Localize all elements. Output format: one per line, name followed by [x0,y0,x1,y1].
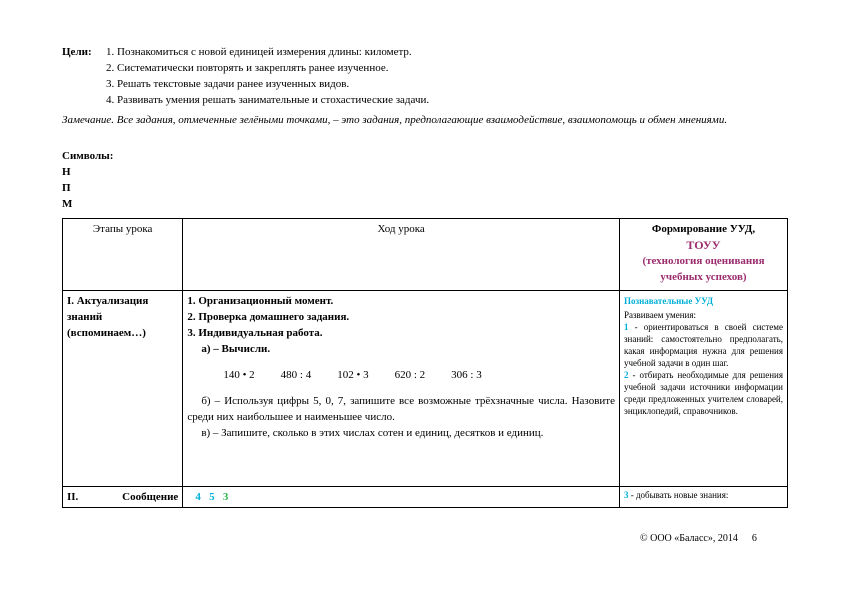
expressions-row [187,367,615,383]
uud-text: - ориентироваться в своей системе знаний: самостоятельно предполагать, какая информация нужна для решения учебной задачи в один шаг. [623,322,783,368]
stage-cell [63,487,183,508]
copyright: © ООО «Баласс», 2014 [640,533,738,544]
symbol-item: Н [62,166,71,178]
step-item: 2. Проверка домашнего задания. [187,311,350,323]
symbols-block [62,148,113,212]
stage-cell: I. Актуализация знаний (вспоминаем…) [63,291,183,487]
uud-item [624,489,783,501]
header-touu: ТОУУ [686,238,721,252]
header-uud: Формирование УУД, [651,223,756,235]
uud-intro: Развиваем умения: [623,310,696,320]
symbol-item: П [62,182,71,194]
uud-cell [619,487,787,508]
goal-item: 3. Решать текстовые задачи ранее изученных видов. [106,78,350,90]
uud-title: Познавательные УУД [623,296,714,306]
task-a: а) – Вычисли. [201,343,271,355]
uud-item [624,369,783,417]
header-course: Ход урока [183,219,620,291]
mark-4: 4 [195,491,201,503]
uud-cell [619,291,787,487]
page-number: 6 [751,533,757,544]
page-footer [640,533,757,544]
course-cell [183,487,620,508]
uud-number: 1 [623,322,629,332]
task-b: б) – Используя цифры 5, 0, 7, запишите все возможные трёхзначные числа. Назовите среди них наибольшее и наименьшее число. [187,395,615,423]
mark-5: 5 [209,491,215,503]
course-cell [183,291,620,487]
expression: 620 : 2 [394,369,426,381]
goal-item: 2. Систематически повторять и закреплять ранее изученное. [106,62,389,74]
goals-block [62,44,782,108]
uud-item [624,321,783,369]
expression: 102 • 3 [337,369,369,381]
goals-label: Цели: [62,46,92,58]
table-row [63,291,788,487]
uud-number: 3 [623,490,629,500]
lesson-table [62,218,788,508]
goal-item: 1. Познакомиться с новой единицей измерения длины: километр. [106,46,412,58]
stage-word: Сообщение [122,491,179,503]
step-item: 1. Организационный момент. [187,295,334,307]
uud-text: - отбирать необходимые для решения учебной задачи источники информации среди предложенных учителем словарей, энциклопедий, справочников. [623,370,783,416]
goal-item: 4. Развивать умения решать занимательные и стохастические задачи. [106,94,430,106]
stage-number: II. [67,491,79,503]
mark-3: 3 [222,491,229,503]
symbols-label: Символы: [62,150,114,162]
header-stages: Этапы урока [63,219,183,291]
header-uud-cell [619,219,787,291]
symbol-item: М [62,198,73,210]
expression: 306 : 3 [451,369,482,381]
expression: 140 • 2 [223,369,255,381]
header-tech: (технология оценивания учебных успехов) [642,255,765,283]
table-row [63,487,788,508]
uud-text: - добывать новые знания: [628,490,729,500]
expression: 480 : 4 [280,369,312,381]
note-text: Замечание. Все задания, отмеченные зелёными точками, – это задания, предполагающие взаимодействие, взаимопомощь и обмен мнениями. [62,114,728,126]
task-c: в) – Запишите, сколько в этих числах сотен и единиц, десятков и единиц. [201,427,544,439]
uud-number: 2 [623,370,629,380]
table-header-row [63,219,788,291]
step-item: 3. Индивидуальная работа. [187,327,323,339]
